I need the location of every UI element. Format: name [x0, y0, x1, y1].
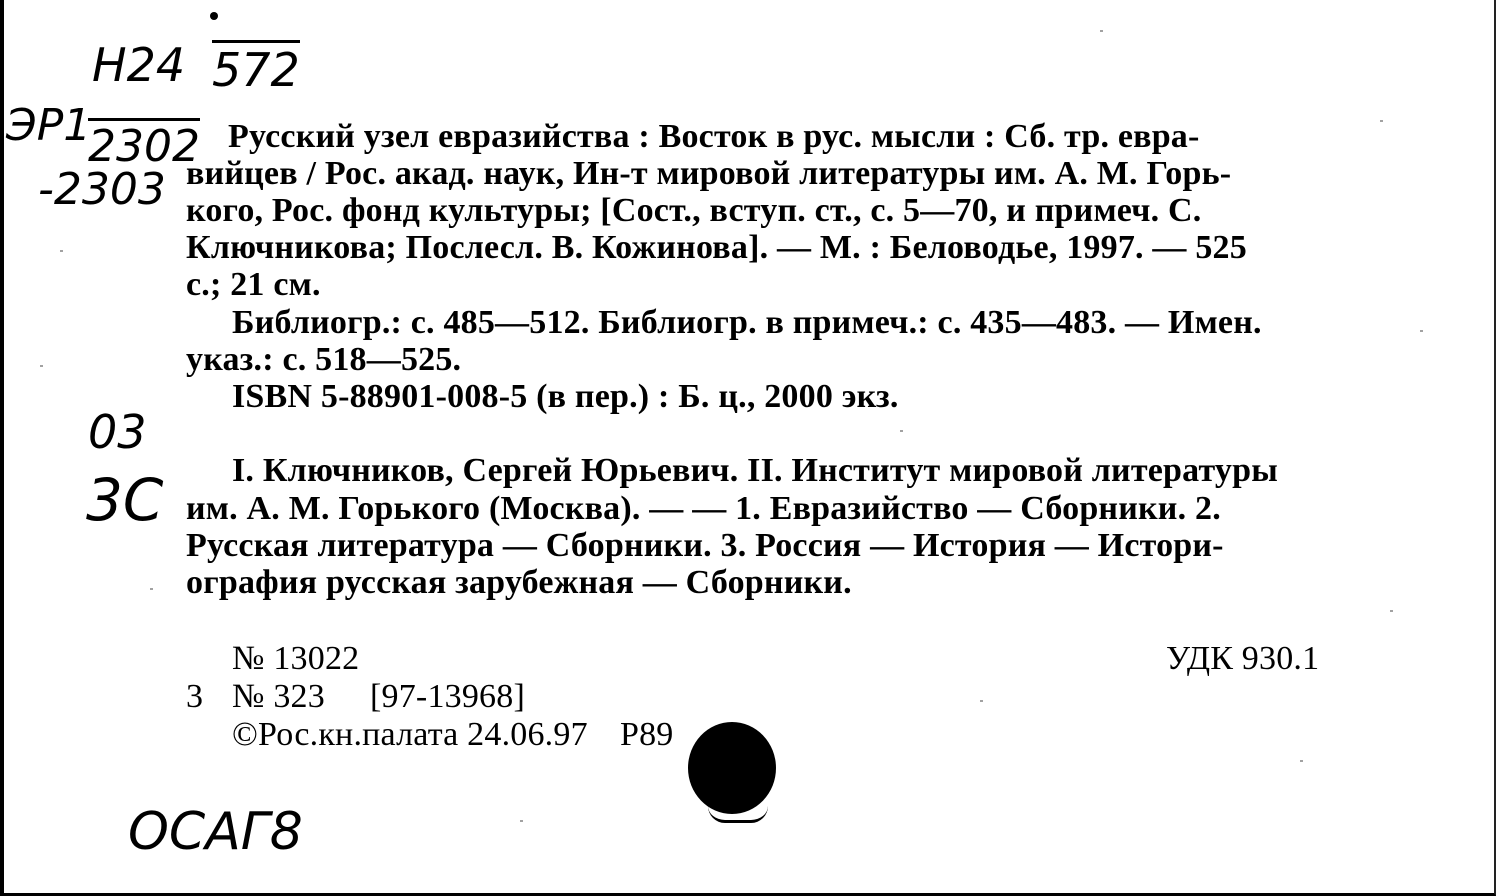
- punch-hole: [688, 722, 776, 814]
- entry-isbn: ISBN 5-88901-008-5 (в пер.) : Б. ц., 2000 экз.: [232, 378, 899, 415]
- scan-speck: [40, 365, 43, 367]
- punch-hole-shadow: [708, 806, 768, 823]
- handwritten-bottom-code: ОСАГ8: [128, 802, 303, 862]
- entry-line-3: кого, Рос. фонд культуры; [Сост., вступ. ст., с. 5—70, и примеч. С.: [186, 192, 1202, 229]
- entry-line-6: Библиогр.: с. 485—512. Библиогр. в примеч.: с. 435—483. — Имен.: [232, 304, 1262, 341]
- handwritten-top-code: H24: [92, 38, 186, 92]
- tracing-line-1: I. Ключников, Сергей Юрьевич. II. Институт мировой литературы: [232, 452, 1278, 489]
- handwritten-margin-mark-2: 3C: [86, 466, 164, 534]
- publisher-code: Р89: [620, 716, 674, 753]
- scan-speck: [1420, 330, 1423, 332]
- udk-code: УДК 930.1: [1166, 640, 1320, 677]
- publisher-line: ©Рос.кн.палата 24.06.97: [232, 716, 588, 753]
- entry-line-7: указ.: с. 518—525.: [186, 341, 462, 378]
- card-number-1: № 13022: [232, 640, 360, 677]
- scan-speck: [210, 12, 218, 20]
- card-prefix: 3: [186, 678, 204, 715]
- tracing-line-4: ография русская зарубежная — Сборники.: [186, 564, 852, 601]
- entry-line-2: вийцев / Рос. акад. наук, Ин-т мировой литературы им. А. М. Горь-: [186, 155, 1232, 192]
- handwritten-left-number-2: -2303: [38, 164, 166, 215]
- scan-speck: [150, 588, 153, 590]
- handwritten-left-number-1: 2302: [88, 118, 200, 172]
- tracing-line-2: им. А. М. Горького (Москва). — — 1. Евразийство — Сборники. 2.: [186, 490, 1221, 527]
- scan-speck: [1390, 610, 1393, 612]
- handwritten-top-number: 572: [212, 40, 300, 97]
- scan-speck: [900, 430, 903, 432]
- scan-speck: [980, 700, 983, 702]
- handwritten-left-code: ЭР1: [6, 100, 92, 151]
- scan-speck: [60, 250, 63, 252]
- entry-line-5: с.; 21 см.: [186, 266, 321, 303]
- scan-speck: [1300, 760, 1303, 762]
- entry-line-4: Ключникова; Послесл. В. Кожинова]. — М. : Беловодье, 1997. — 525: [186, 229, 1247, 266]
- scan-speck: [1100, 30, 1103, 32]
- entry-line-1: Русский узел евразийства : Восток в рус. мысли : Сб. тр. евра-: [228, 118, 1200, 155]
- scan-speck: [1380, 120, 1383, 122]
- scan-speck: [520, 820, 523, 822]
- card-bracket-number: [97-13968]: [370, 678, 525, 715]
- handwritten-margin-mark-1: 03: [88, 405, 147, 459]
- tracing-line-3: Русская литература — Сборники. 3. Россия — История — Истори-: [186, 527, 1224, 564]
- card-number-2: № 323: [232, 678, 325, 715]
